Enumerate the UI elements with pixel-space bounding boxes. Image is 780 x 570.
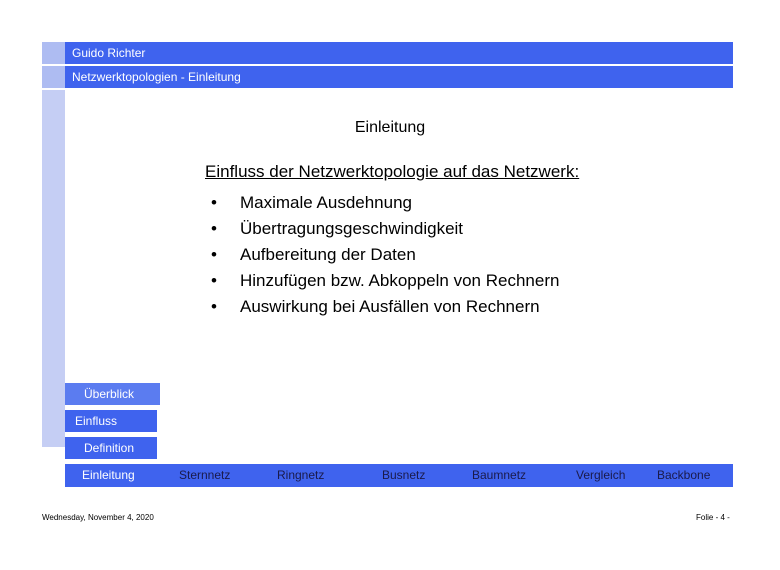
tab-busnetz[interactable]: Busnetz — [382, 468, 426, 482]
slide-heading: Einfluss der Netzwerktopologie auf das Netzwerk: — [205, 162, 580, 181]
header-cap-bottom — [42, 66, 65, 88]
bullet-text: Auswirkung bei Ausfällen von Rechnern — [240, 297, 540, 316]
header-cap-top — [42, 42, 65, 64]
bullet-icon: • — [211, 245, 217, 264]
nav-button-influence[interactable] — [65, 410, 157, 432]
bullet-text: Hinzufügen bzw. Abkoppeln von Rechnern — [240, 271, 560, 290]
author-bar — [65, 42, 733, 64]
footer-date: Wednesday, November 4, 2020 — [42, 513, 154, 522]
tab-ringnetz[interactable]: Ringnetz — [277, 468, 325, 482]
footer-page-number: Folie - 4 - — [696, 513, 730, 522]
bullet-text: Übertragungsgeschwindigkeit — [240, 219, 464, 238]
section-bar — [65, 66, 733, 88]
bullet-icon: • — [211, 219, 217, 238]
bullet-icon: • — [211, 271, 217, 290]
tab-einleitung[interactable]: Einleitung — [82, 468, 135, 482]
author-name: Guido Richter — [72, 46, 146, 60]
bullet-text: Aufbereitung der Daten — [240, 245, 416, 264]
slide-title: Einleitung — [354, 119, 426, 136]
nav-label-definition: Definition — [84, 441, 135, 455]
nav-button-definition[interactable] — [65, 437, 157, 459]
bullet-icon: • — [211, 297, 217, 316]
nav-button-overview[interactable] — [65, 383, 160, 405]
nav-label-influence: Einfluss — [75, 414, 118, 428]
bullet-text: Maximale Ausdehnung — [240, 193, 413, 212]
bullet-icon: • — [211, 193, 217, 212]
nav-label-overview: Überblick — [84, 387, 135, 401]
tab-vergleich[interactable]: Vergleich — [576, 468, 626, 482]
tab-baumnetz[interactable]: Baumnetz — [472, 468, 527, 482]
tab-backbone[interactable]: Backbone — [657, 468, 711, 482]
bottom-tab-strip — [65, 464, 733, 487]
tab-sternnetz[interactable]: Sternnetz — [179, 468, 231, 482]
left-sidebar-strip — [42, 90, 65, 447]
section-title: Netzwerktopologien - Einleitung — [72, 70, 241, 84]
